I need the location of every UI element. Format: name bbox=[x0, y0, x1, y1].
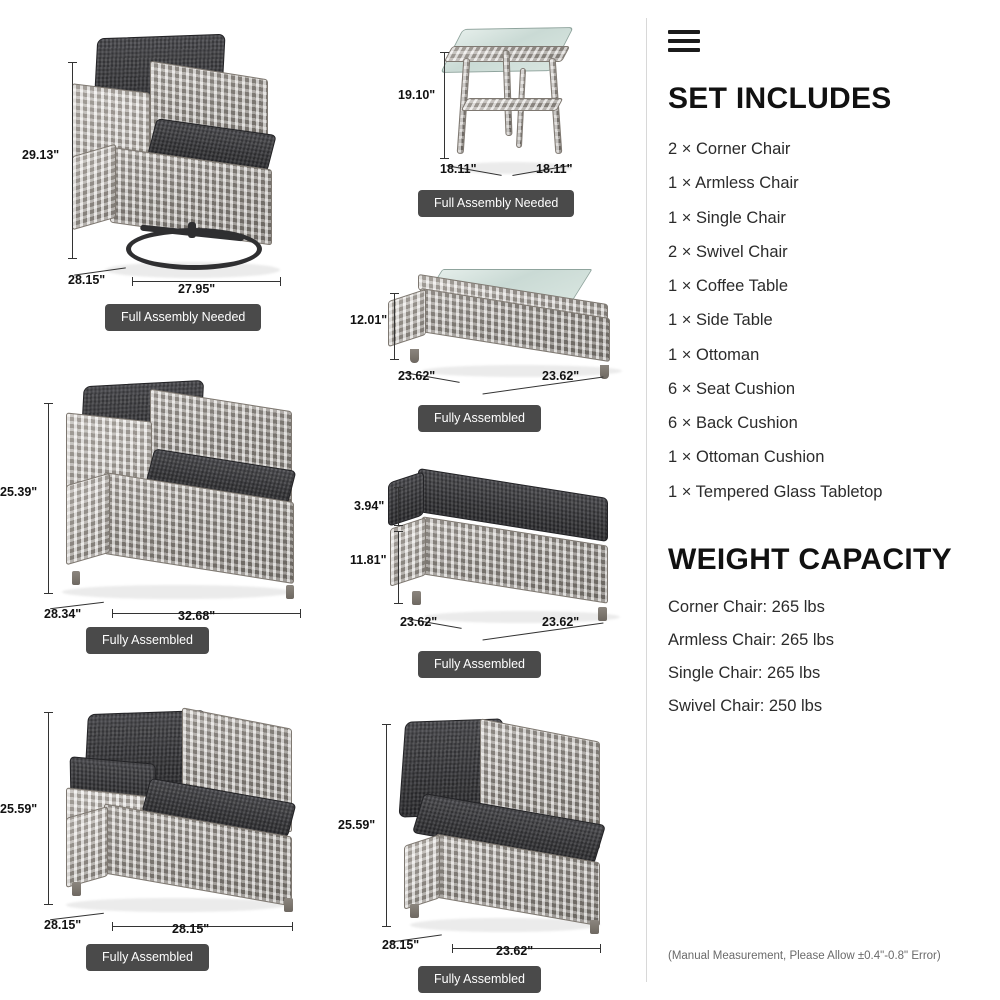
shadow bbox=[422, 365, 622, 377]
dim-height: 25.59" bbox=[338, 818, 376, 832]
right-info-panel bbox=[668, 30, 988, 723]
shadow bbox=[424, 611, 620, 623]
dim-cap bbox=[394, 531, 403, 532]
assembly-badge-wrap bbox=[105, 304, 261, 331]
dim-width: 23.62" bbox=[542, 615, 580, 629]
set-includes-list bbox=[668, 132, 988, 509]
list-item: 1 × Single Chair bbox=[668, 208, 786, 227]
weight-capacity-title: WEIGHT CAPACITY bbox=[668, 542, 952, 576]
chair-leg bbox=[590, 920, 599, 934]
dim-height: 29.13" bbox=[22, 148, 60, 162]
vertical-divider bbox=[646, 18, 647, 982]
assembly-badge-wrap bbox=[418, 190, 574, 217]
dim-line-height bbox=[72, 62, 73, 258]
shadow bbox=[66, 898, 286, 912]
dim-line-base-height bbox=[398, 531, 399, 603]
chair-side-panel bbox=[66, 473, 110, 566]
dim-width: 27.95" bbox=[178, 282, 216, 296]
assembly-badge-wrap bbox=[86, 944, 209, 971]
dim-cap bbox=[382, 926, 391, 927]
dim-base-height: 11.81" bbox=[350, 553, 387, 567]
shadow bbox=[62, 585, 292, 599]
list-item: 2 × Swivel Chair bbox=[668, 242, 788, 261]
chair-leg bbox=[286, 585, 294, 599]
dim-cap bbox=[394, 603, 403, 604]
dim-cap bbox=[390, 293, 399, 294]
dim-cap bbox=[44, 403, 53, 404]
dim-depth: 28.15" bbox=[44, 918, 82, 932]
ottoman-leg bbox=[598, 607, 607, 621]
dim-cap bbox=[68, 258, 77, 259]
dim-height: 25.59" bbox=[0, 802, 38, 816]
product-side-table bbox=[400, 10, 640, 235]
assembly-badge-wrap bbox=[418, 405, 541, 432]
dim-cap bbox=[112, 922, 113, 931]
dim-width: 18.11" bbox=[536, 162, 573, 176]
assembly-badge: Fully Assembled bbox=[418, 966, 541, 993]
dim-depth: 18.11" bbox=[440, 162, 477, 176]
ottoman-base-side bbox=[390, 517, 426, 587]
assembly-badge: Fully Assembled bbox=[86, 627, 209, 654]
chair-side-panel bbox=[404, 834, 440, 910]
product-armless-chair bbox=[340, 700, 640, 990]
list-item: 1 × Ottoman bbox=[668, 345, 760, 364]
table-lower-shelf bbox=[461, 98, 564, 111]
dim-cap bbox=[44, 712, 53, 713]
dim-width: 28.15" bbox=[172, 922, 210, 936]
dim-line-height bbox=[48, 403, 49, 593]
dim-width: 32.68" bbox=[178, 609, 216, 623]
assembly-badge: Fully Assembled bbox=[86, 944, 209, 971]
list-item: Swivel Chair: 250 lbs bbox=[668, 696, 823, 715]
dim-depth: 23.62" bbox=[398, 369, 436, 383]
set-includes-title: SET INCLUDES bbox=[668, 82, 892, 115]
list-item: Corner Chair: 265 lbs bbox=[668, 597, 825, 616]
dim-line-height bbox=[444, 52, 445, 158]
dim-depth: 28.34" bbox=[44, 607, 82, 621]
table-leg bbox=[410, 349, 419, 363]
chair-leg bbox=[72, 882, 81, 896]
dim-line-height bbox=[48, 712, 49, 904]
assembly-badge: Fully Assembled bbox=[418, 405, 541, 432]
dim-line-cushion-height bbox=[398, 487, 399, 525]
dim-depth: 28.15" bbox=[382, 938, 420, 952]
chair-leg bbox=[72, 571, 80, 585]
chair-leg bbox=[410, 904, 419, 918]
dim-cap bbox=[132, 277, 133, 286]
measurement-footnote: (Manual Measurement, Please Allow ±0.4"-0.8" Error) bbox=[668, 950, 941, 962]
ottoman-leg bbox=[412, 591, 421, 605]
chair-side-panel bbox=[72, 144, 116, 231]
list-item: 6 × Back Cushion bbox=[668, 414, 798, 433]
dim-cap bbox=[292, 922, 293, 931]
dim-line-height bbox=[394, 293, 395, 359]
dim-cap bbox=[280, 277, 281, 286]
chair-leg bbox=[284, 898, 293, 912]
dim-cushion-height: 3.94" bbox=[354, 499, 385, 513]
dim-cap bbox=[112, 609, 113, 618]
weight-capacity-list bbox=[668, 591, 988, 723]
dim-cap bbox=[440, 158, 449, 159]
dim-cap bbox=[44, 593, 53, 594]
dim-cap bbox=[600, 944, 601, 953]
dim-cap bbox=[440, 52, 449, 53]
dim-cap bbox=[390, 359, 399, 360]
dim-height: 12.01" bbox=[350, 313, 388, 327]
assembly-badge: Fully Assembled bbox=[418, 651, 541, 678]
product-swivel-chair bbox=[0, 0, 330, 340]
dim-width: 23.62" bbox=[542, 369, 580, 383]
list-item: 1 × Tempered Glass Tabletop bbox=[668, 482, 883, 501]
dim-height: 19.10" bbox=[398, 88, 436, 102]
dim-cap bbox=[382, 724, 391, 725]
list-item: 1 × Side Table bbox=[668, 311, 773, 330]
dim-cap bbox=[394, 525, 403, 526]
product-ottoman bbox=[350, 465, 640, 680]
dim-line-height bbox=[386, 724, 387, 926]
list-item: 1 × Ottoman Cushion bbox=[668, 448, 825, 467]
list-item: 1 × Armless Chair bbox=[668, 174, 799, 193]
dim-width: 23.62" bbox=[496, 944, 534, 958]
dim-cap bbox=[68, 62, 77, 63]
swivel-base-post bbox=[188, 222, 196, 238]
assembly-badge-wrap bbox=[86, 627, 209, 654]
list-item: 2 × Corner Chair bbox=[668, 140, 791, 158]
dim-depth: 23.62" bbox=[400, 615, 438, 629]
list-item: Armless Chair: 265 lbs bbox=[668, 630, 834, 649]
dim-cap bbox=[394, 487, 403, 488]
chair-side-panel bbox=[66, 806, 108, 888]
product-coffee-table bbox=[350, 255, 640, 440]
list-item: 1 × Coffee Table bbox=[668, 277, 789, 296]
list-item: 6 × Seat Cushion bbox=[668, 379, 796, 398]
assembly-badge: Full Assembly Needed bbox=[418, 190, 574, 217]
hamburger-icon[interactable] bbox=[668, 30, 700, 52]
assembly-badge-wrap bbox=[418, 966, 541, 993]
dim-cap bbox=[44, 904, 53, 905]
dim-depth: 28.15" bbox=[68, 273, 106, 287]
dim-cap bbox=[452, 944, 453, 953]
list-item: Single Chair: 265 lbs bbox=[668, 663, 821, 682]
dim-cap bbox=[300, 609, 301, 618]
assembly-badge-wrap bbox=[418, 651, 541, 678]
assembly-badge: Full Assembly Needed bbox=[105, 304, 261, 331]
dim-height: 25.39" bbox=[0, 485, 38, 499]
product-single-chair bbox=[0, 355, 330, 655]
product-corner-chair bbox=[0, 680, 330, 980]
